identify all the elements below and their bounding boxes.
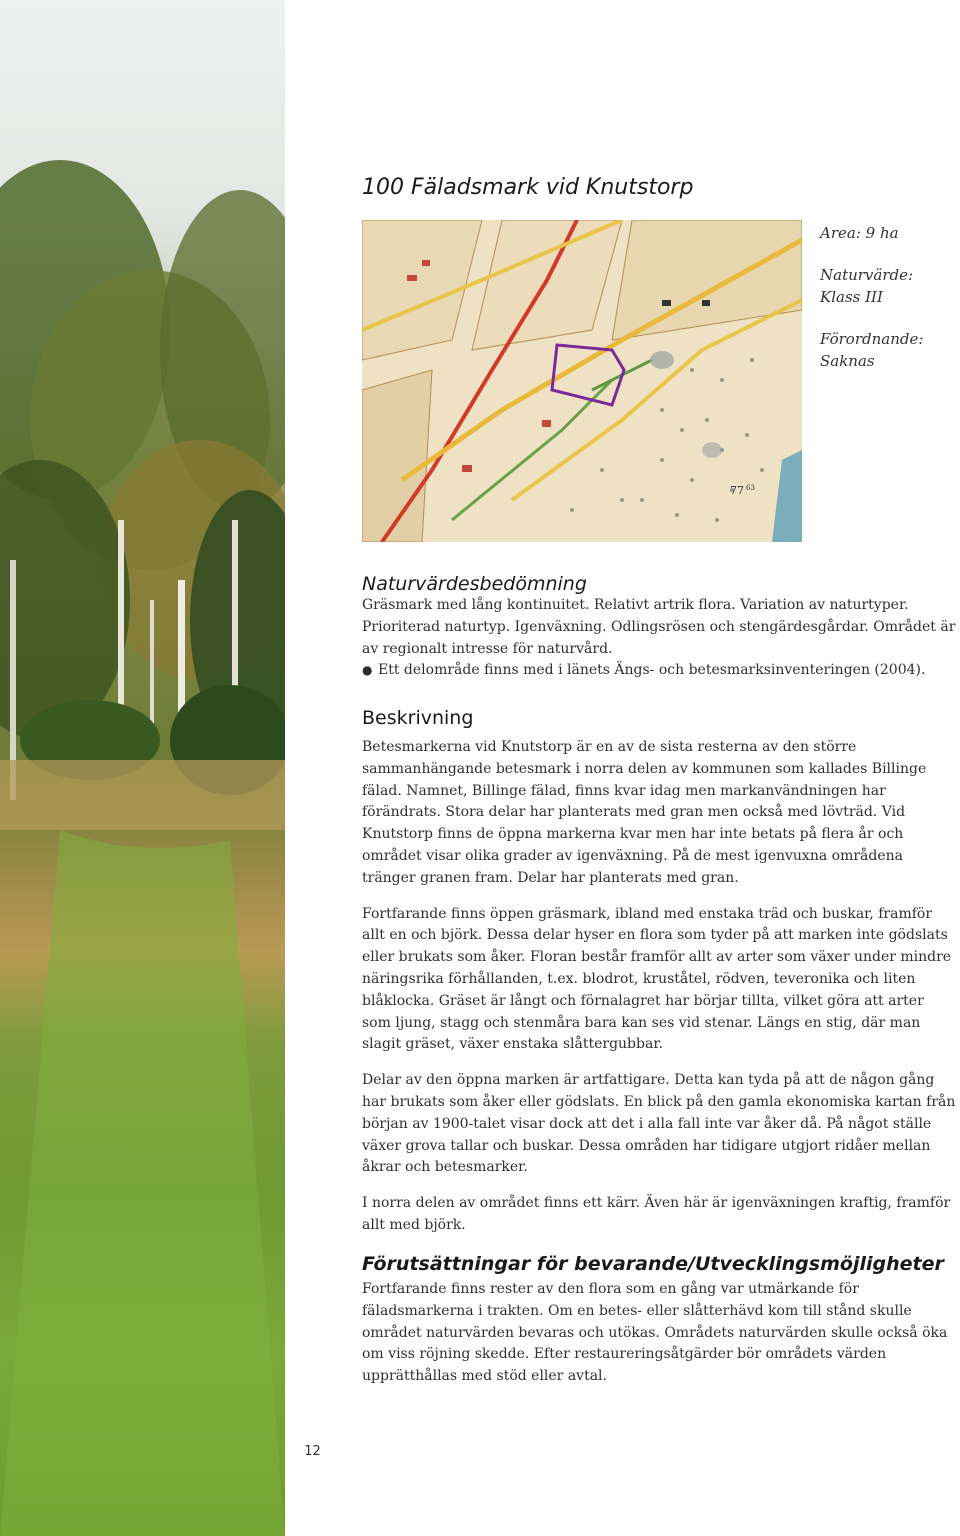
- description-section: [362, 707, 957, 1237]
- fact-area: Area: 9 ha: [820, 224, 899, 242]
- fact-ordinance: Förordnande: Saknas: [820, 330, 924, 370]
- assessment-bullet-text: Ett delområde finns med i länets Ängs- och betesmarksinventeringen (2004).: [378, 662, 926, 679]
- fact-box: [820, 222, 950, 392]
- meadow-photo-illustration: [0, 0, 285, 1536]
- meadow-photo: [0, 0, 285, 1536]
- description-paragraph-4: I norra delen av området finns ett kärr. Även här är igenväxningen kraftig, framför allt med björk.: [362, 1195, 951, 1233]
- prerequisites-heading: Förutsättningar för bevarande/Utvecklingsmöjligheter: [362, 1253, 944, 1275]
- fact-nature-value: Naturvärde: Klass III: [820, 266, 914, 306]
- assessment-heading: Naturvärdesbedömning: [362, 573, 587, 595]
- description-paragraph-3: Delar av den öppna marken är artfattigare. Detta kan tyda på att de någon gång har brukats som åker eller gödslats. En blick på den gamla ekonomiska kartan från början av 1900-talet visar dock att det i alla fall inte var åker då. På något ställe växer grova tallar och buskar. Dessa områden har tidigare utgjort ridåer mellan åkrar och betesmarker.: [362, 1072, 956, 1176]
- assessment-section: [362, 573, 957, 682]
- prerequisites-text: Fortfarande finns rester av den flora som en gång var utmärkande för fäladsmarkerna i trakten. Om en betes- eller slåtterhävd kom till stånd skulle området naturvärden bevaras och utökas. Områdets naturvärden skulle också öka om viss röjning skedde. Efter restaureringsåtgärder bör områdets värden upprätthållas med stöd eller avtal.: [362, 1281, 948, 1385]
- page-number: 12: [304, 1444, 321, 1459]
- map-lot-number: 77: [730, 484, 744, 497]
- page-title: 100 Fäladsmark vid Knutstorp: [362, 175, 694, 200]
- map-lot-subnumber: 63: [746, 484, 755, 492]
- description-paragraph-1: Betesmarkerna vid Knutstorp är en av de sista resterna av den större sammanhängande betesmark i norra delen av kommunen som kallades Billinge fälad. Namnet, Billinge fälad, finns kvar idag men markanvändningen har förändrats. Stora delar har planterats med gran men också med lövträd. Vid Knutstorp finns de öppna markerna kvar men har inte betats på flera år och området visar olika grader av igenväxning. På de mest igenvuxna områdena tränger granen fram. Delar har planterats med gran.: [362, 739, 927, 886]
- description-heading: Beskrivning: [362, 707, 474, 729]
- description-paragraph-2: Fortfarande finns öppen gräsmark, ibland med enstaka träd och buskar, framför allt en och björk. Dessa delar hyser en flora som tyder på att marken inte gödslats eller brukats som åker. Floran består framför allt av arter som växer under mindre näringsrika förhållanden, t.ex. blodrot, kruståtel, rödven, teveronika och liten blåklocka. Gräset är långt och förnalagret har börjar tillta, vilket göra att arter som ljung, stagg och stenmåra bara kan ses vid stenar. Längs en stig, där man slagit gräset, växer enstaka slåttergubbar.: [362, 905, 952, 1053]
- historical-map: [362, 220, 802, 542]
- bullet-dot-icon: ●: [362, 663, 373, 678]
- assessment-bullet: [362, 660, 957, 682]
- assessment-text: Gräsmark med lång kontinuitet. Relativt artrik flora. Variation av naturtyper. Prioriterad naturtyp. Igenväxning. Odlingsrösen och stengärdesgårdar. Området är av regionalt intresse för naturvård.: [362, 597, 956, 657]
- historical-map-illustration: [362, 220, 802, 542]
- prerequisites-section: [362, 1253, 957, 1388]
